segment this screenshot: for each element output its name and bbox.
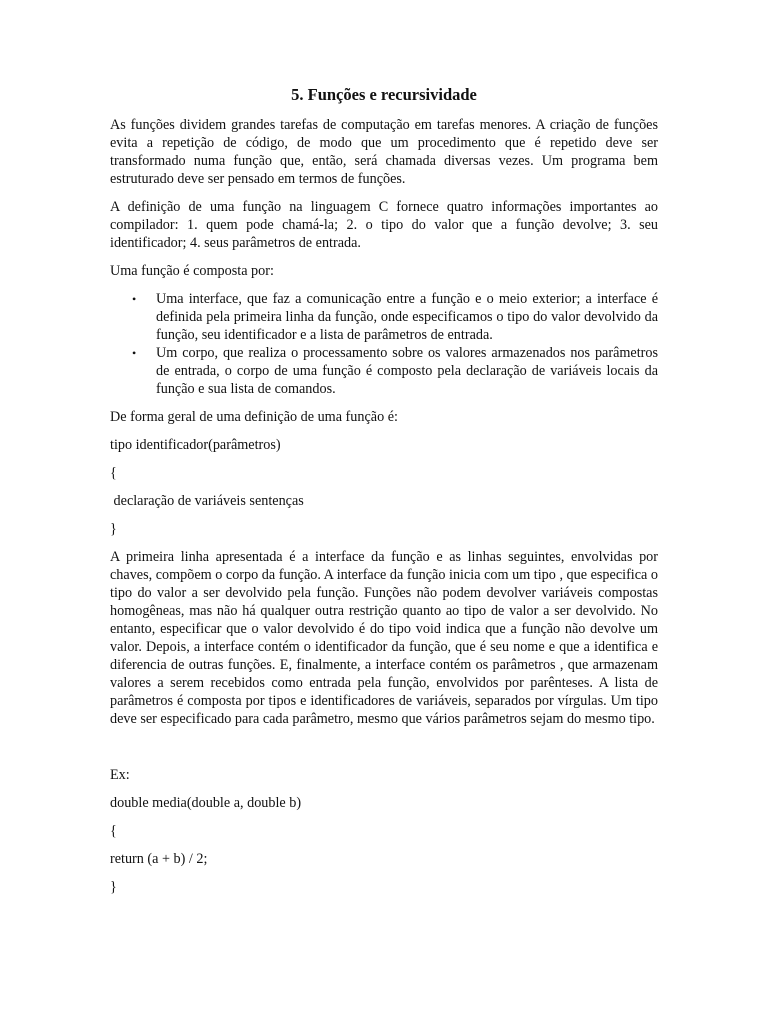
syntax-close-brace: } — [110, 521, 117, 537]
list-item-text: Uma interface, que faz a comunicação entre a função e o meio exterior; a interface é definida pela primeira linha da função, onde especificamos o tipo do valor devolvido da função, seu identificador e a lista de parâmetros de entrada. — [156, 291, 658, 343]
syntax-open-brace: { — [110, 465, 117, 481]
paragraph-intro: As funções dividem grandes tarefas de computação em tarefas menores. A criação de funções evita a repetição de código, de modo que um procedimento que é repetido deve ser transformado numa função que, então, será chamada diversas vezes. Um programa bem estruturado deve ser pensado em termos de funções. — [110, 117, 658, 187]
paragraph-composition: Uma função é composta por: — [110, 263, 274, 279]
spacer — [110, 738, 658, 766]
composition-list — [110, 290, 658, 398]
list-item-text: Um corpo, que realiza o processamento sobre os valores armazenados nos parâmetros de entrada, o corpo de uma função é composto pela declaração de variáveis locais da função e sua lista de comandos. — [156, 345, 658, 397]
syntax-body: declaração de variáveis sentenças — [110, 493, 304, 509]
bullet-icon: • — [132, 346, 137, 360]
paragraph-explanation: A primeira linha apresentada é a interface da função e as linhas seguintes, envolvidas por chaves, compõem o corpo da função. A interface da função inicia com um tipo , que especifica o tipo do valor a ser devolvido pela função. Funções não podem devolver variáveis compostas homogêneas, mas não há qualquer outra restrição quanto ao tipo de valor a ser devolvido. No entanto, especificar que o valor devolvido é do tipo void indica que a função não devolve um valor. Depois, a interface contém o identificador da função, que é seu nome e que a identifica e diferencia de outras funções. E, finalmente, a interface contém os parâmetros , que armazenam valores a serem recebidos como entrada pela função, envolvidos por parênteses. A lista de parâmetros é composta por tipos e identificadores de variáveis, separados por vírgulas. Um tipo deve ser especificado para cada parâmetro, mesmo que vários parâmetros sejam do mesmo tipo. — [110, 549, 658, 727]
example-signature: double media(double a, double b) — [110, 795, 302, 811]
example-close-brace: } — [110, 879, 117, 895]
example-label: Ex: — [110, 767, 130, 783]
document-page — [110, 84, 658, 906]
list-item — [132, 290, 658, 344]
section-title: 5. Funções e recursividade — [291, 85, 477, 104]
list-item — [132, 344, 658, 398]
paragraph-definition: A definição de uma função na linguagem C fornece quatro informações importantes ao compilador: 1. quem pode chamá-la; 2. o tipo do valor que a função devolve; 3. seu identificador; 4. seus parâmetros de entrada. — [110, 199, 658, 251]
bullet-icon: • — [132, 292, 137, 306]
example-open-brace: { — [110, 823, 117, 839]
paragraph-general-form: De forma geral de uma definição de uma função é: — [110, 409, 398, 425]
syntax-signature: tipo identificador(parâmetros) — [110, 437, 281, 453]
example-body: return (a + b) / 2; — [110, 851, 208, 867]
